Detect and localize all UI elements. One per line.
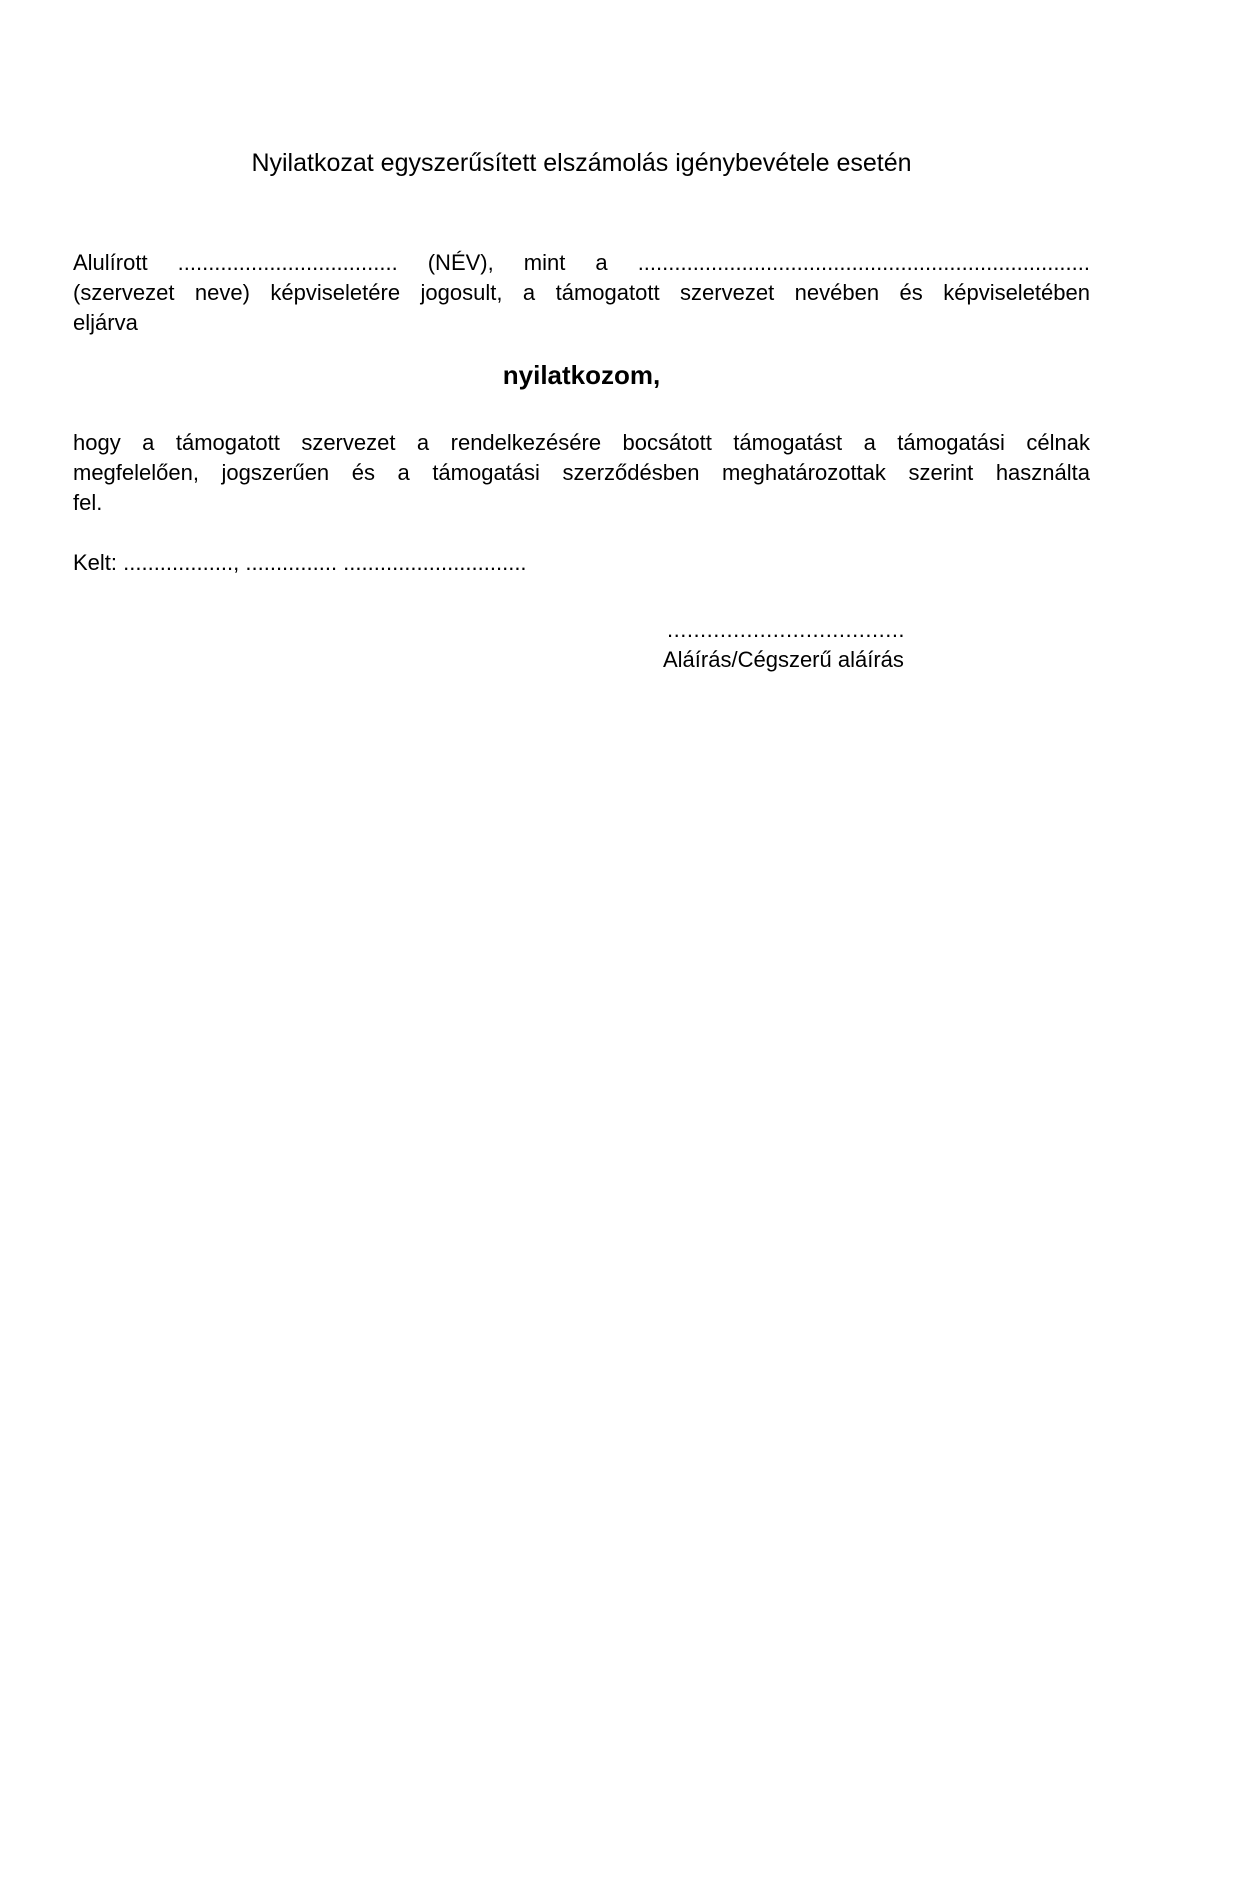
document-page [0,148,1240,1901]
intro-line-1: Alulírott .................................... (NÉV), mint a .......................................................................... [73,250,1090,275]
signature-block [663,615,1090,675]
signature-dotted-line: .................................... [667,617,906,642]
date-line: Kelt: .................., ............... .............................. [73,550,527,575]
body-paragraph [73,428,1090,518]
statement-word: nyilatkozom, [502,360,661,390]
signature-label: Aláírás/Cégszerű aláírás [663,647,904,672]
document-title: Nyilatkozat egyszerűsített elszámolás igénybevétele esetén [251,149,912,177]
intro-line-2: (szervezet neve) képviseletére jogosult, a támogatott szervezet nevében és képviseletében [73,280,1090,305]
body-line-2: megfelelően, jogszerűen és a támogatási szerződésben meghatározottak szerint használta [73,460,1090,485]
body-line-1: hogy a támogatott szervezet a rendelkezésére bocsátott támogatást a támogatási célnak [73,430,1090,455]
body-line-3: fel. [73,490,103,515]
intro-line-3: eljárva [73,310,138,335]
intro-paragraph [73,248,1090,338]
